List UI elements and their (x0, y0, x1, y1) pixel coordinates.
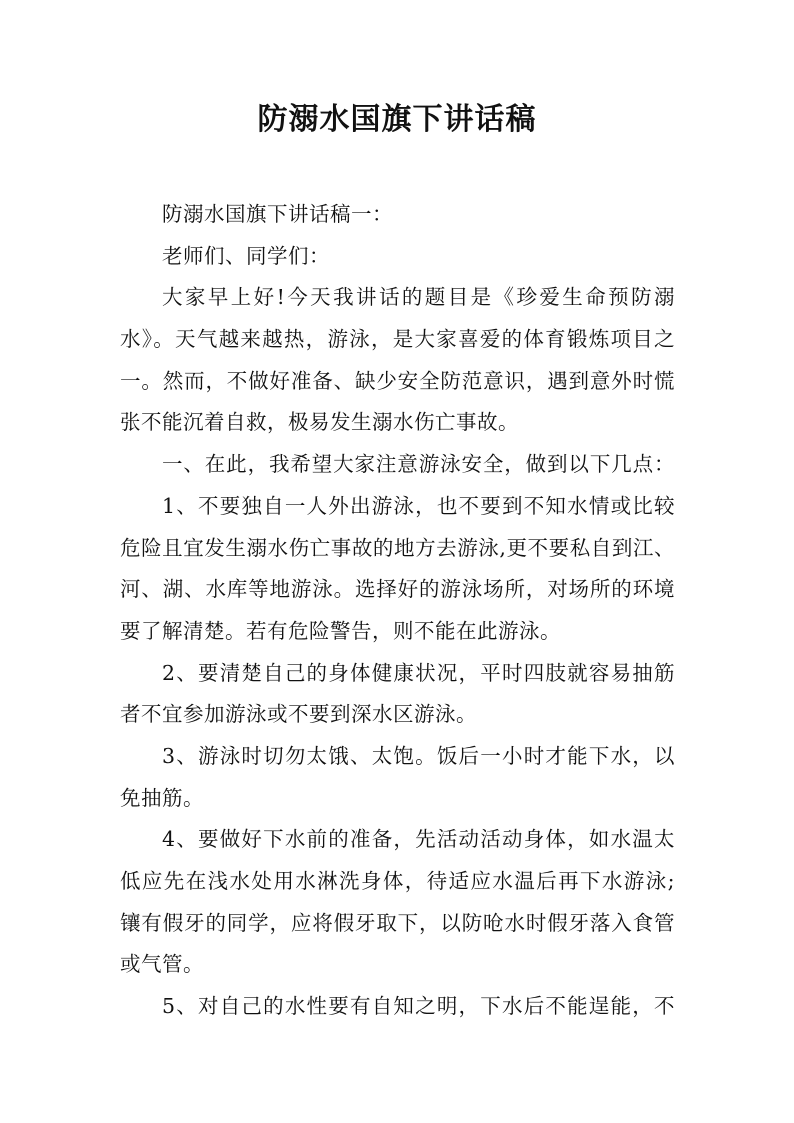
text-line: 或气管。 (120, 952, 204, 977)
text-line: 3、游泳时切勿太饿、太饱。饭后一小时才能下水，以 (162, 743, 675, 768)
text-line: 2、要清楚自己的身体健康状况，平时四肢就容易抽筋 (162, 660, 675, 685)
text-line: 要了解清楚。若有危险警告，则不能在此游泳。 (120, 618, 561, 643)
text-line: 1、不要独自一人外出游泳，也不要到不知水情或比较 (162, 493, 675, 518)
text-line: 张不能沉着自救，极易发生溺水伤亡事故。 (120, 410, 519, 435)
document-title: 防溺水国旗下讲话稿 (257, 102, 537, 137)
text-line: 免抽筋。 (120, 785, 204, 810)
text-line: 一。然而，不做好准备、缺少安全防范意识，遇到意外时慌 (120, 368, 675, 393)
text-line: 4、要做好下水前的准备，先活动活动身体，如水温太 (162, 827, 675, 852)
text-line: 镶有假牙的同学，应将假牙取下，以防呛水时假牙落入食管 (120, 910, 675, 935)
text-line: 一、在此，我希望大家注意游泳安全，做到以下几点： (162, 452, 675, 477)
document-body (120, 194, 675, 1028)
text-line: 河、湖、水库等地游泳。选择好的游泳场所，对场所的环境 (120, 577, 675, 602)
text-line: 水》。天气越来越热，游泳，是大家喜爱的体育锻炼项目之 (120, 327, 675, 352)
text-line: 大家早上好!今天我讲话的题目是《珍爱生命预防溺 (162, 285, 675, 310)
text-line: 低应先在浅水处用水淋洗身体，待适应水温后再下水游泳; (120, 869, 675, 893)
text-line: 5、对自己的水性要有自知之明，下水后不能逞能，不 (162, 994, 675, 1019)
text-line: 防溺水国旗下讲话稿一： (162, 202, 393, 226)
text-line: 危险且宜发生溺水伤亡事故的地方去游泳,更不要私自到江、 (120, 535, 675, 560)
text-line: 老师们、同学们： (162, 243, 330, 268)
text-line: 者不宜参加游泳或不要到深水区游泳。 (120, 702, 477, 727)
